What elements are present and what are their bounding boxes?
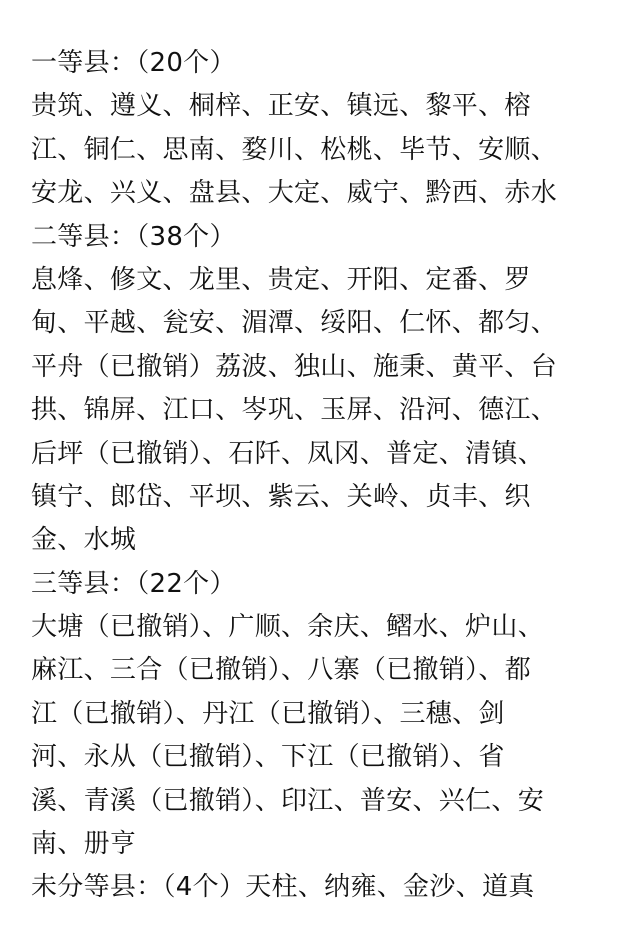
text-line: 江（已撤销）、丹江（已撤销）、三穗、剑 [31,698,505,729]
text-line: 安龙、兴义、盘县、大定、威宁、黔西、赤水 [31,178,558,209]
text-line: 金、水城 [31,525,137,556]
heading-third-class-counties: 三等县：（22个） [31,568,236,599]
text-line: 河、永从（已撤销）、下江（已撤销）、省 [31,742,505,773]
text-line: 镇宁、郎岱、平坝、紫云、关岭、贞丰、织 [31,481,531,512]
text-line: 溪、青溪（已撤销）、印江、普安、兴仁、安 [31,785,545,816]
heading-first-class-counties: 一等县：（20个） [31,48,236,78]
text-line: 大塘（已撤销）、广顺、余庆、鳛水、炉山、 [31,612,545,643]
text-line: 拱、锦屏、江口、岑巩、玉屏、沿河、德江、 [31,395,558,426]
heading-second-class-counties: 二等县：（38个） [31,221,236,252]
text-line: 贵筑、遵义、桐梓、正安、镇远、黎平、榕 [31,91,531,122]
text-line: 甸、平越、瓮安、湄潭、绥阳、仁怀、都匀、 [31,308,558,339]
text-line: 南、册亨 [31,829,137,860]
text-line: 江、铜仁、思南、婺川、松桃、毕节、安顺、 [31,134,558,165]
text-line: 平舟（已撤销）荔波、独山、施秉、黄平、台 [31,351,558,382]
heading-unclassified-counties: 未分等县：（4个）天柱、纳雍、金沙、道真 [31,872,535,903]
text-line: 麻江、三合（已撤销）、八寨（已撤销）、都 [31,655,532,686]
text-line: 后坪（已撤销）、石阡、凤冈、普定、清镇、 [31,438,545,469]
text-line: 息烽、修文、龙里、贵定、开阳、定番、罗 [31,264,531,295]
